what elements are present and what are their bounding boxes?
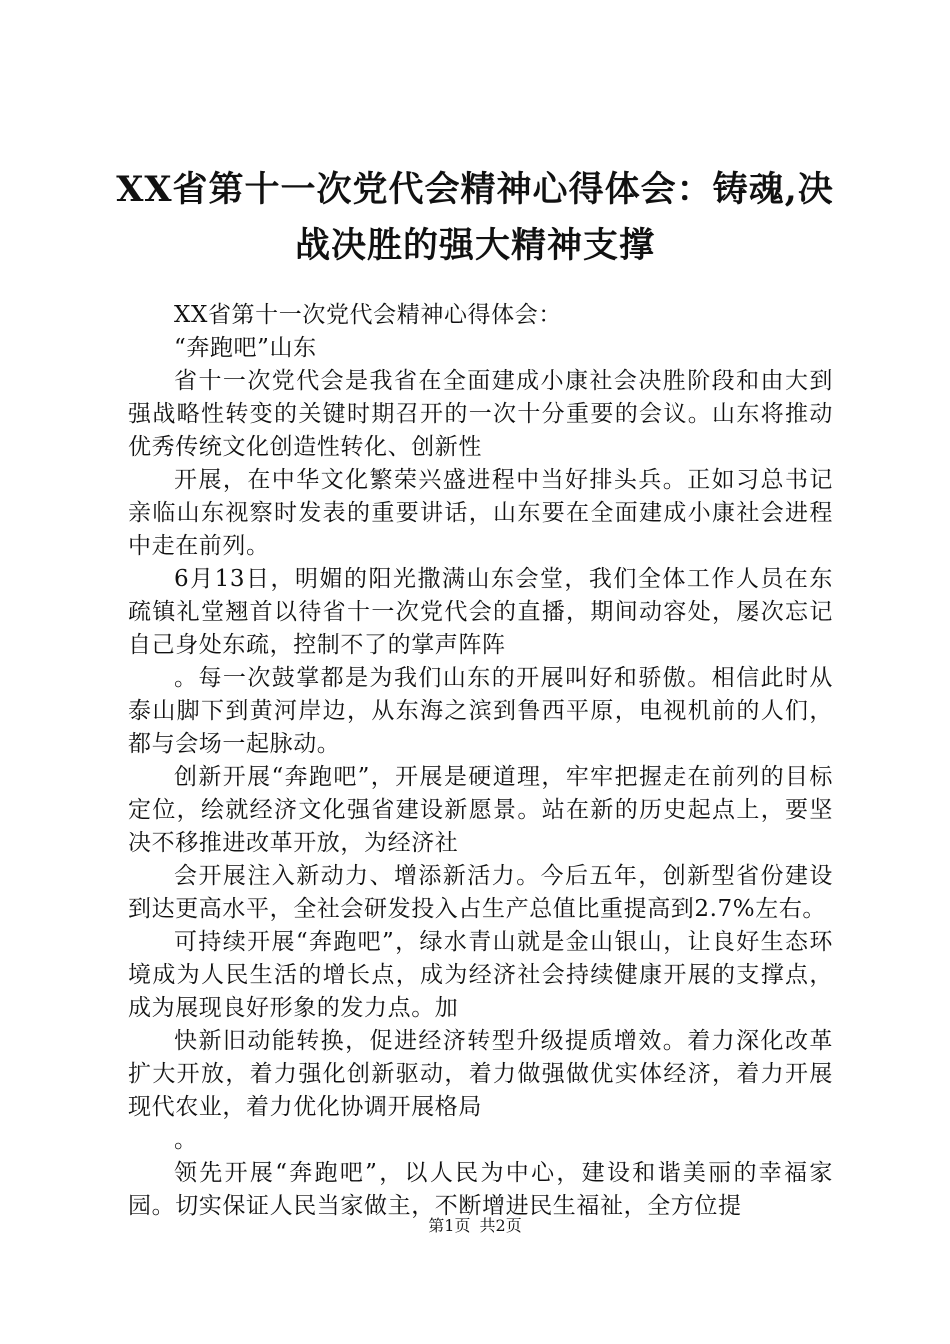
paragraph: 创新开展“奔跑吧”，开展是硬道理，牢牢把握走在前列的目标定位，绘就经济文化强省建设新愿景。站在新的历史起点上，要坚决不移推进改革开放，为经济社 xyxy=(128,764,833,856)
page-number: 第1页 xyxy=(428,1216,471,1235)
paragraph: 省十一次党代会是我省在全面建成小康社会决胜阶段和由大到强战略性转变的关键时期召开的一次十分重要的会议。山东将推动优秀传统文化创造性转化、创新性 xyxy=(128,368,833,460)
page-total: 共2页 xyxy=(479,1216,522,1235)
paragraph: 。每一次鼓掌都是为我们山东的开展叫好和骄傲。相信此时从泰山脚下到黄河岸边，从东海之滨到鲁西平原，电视机前的人们，都与会场一起脉动。 xyxy=(128,665,833,757)
paragraph: 可持续开展“奔跑吧”，绿水青山就是金山银山，让良好生态环境成为人民生活的增长点，成为经济社会持续健康开展的支撑点，成为展现良好形象的发力点。加 xyxy=(128,929,833,1021)
document-title: XX省第十一次党代会精神心得体会：铸魂,决战决胜的强大精神支撑 xyxy=(116,169,834,266)
document-body xyxy=(128,299,833,1223)
paragraph: 开展，在中华文化繁荣兴盛进程中当好排头兵。正如习总书记亲临山东视察时发表的重要讲话，山东要在全面建成小康社会进程中走在前列。 xyxy=(128,467,833,559)
paragraph: 6月13日，明媚的阳光撒满山东会堂，我们全体工作人员在东疏镇礼堂翘首以待省十一次党代会的直播，期间动容处，屡次忘记自己身处东疏，控制不了的掌声阵阵 xyxy=(128,566,833,658)
paragraph: XX省第十一次党代会精神心得体会： xyxy=(174,302,562,328)
paragraph: 会开展注入新动力、增添新活力。今后五年，创新型省份建设到达更高水平，全社会研发投入占生产总值比重提高到2.7%左右。 xyxy=(128,863,833,922)
paragraph: 快新旧动能转换，促进经济转型升级提质增效。着力深化改革扩大开放，着力强化创新驱动，着力做强做优实体经济，着力开展现代农业，着力优化协调开展格局 xyxy=(128,1028,833,1120)
paragraph: “奔跑吧”山东 xyxy=(174,335,317,361)
paragraph: 领先开展“奔跑吧”，以人民为中心，建设和谐美丽的幸福家园。切实保证人民当家做主，不断增进民生福祉，全方位提 xyxy=(128,1160,833,1219)
page-footer xyxy=(0,1215,950,1237)
paragraph: 。 xyxy=(174,1127,198,1153)
